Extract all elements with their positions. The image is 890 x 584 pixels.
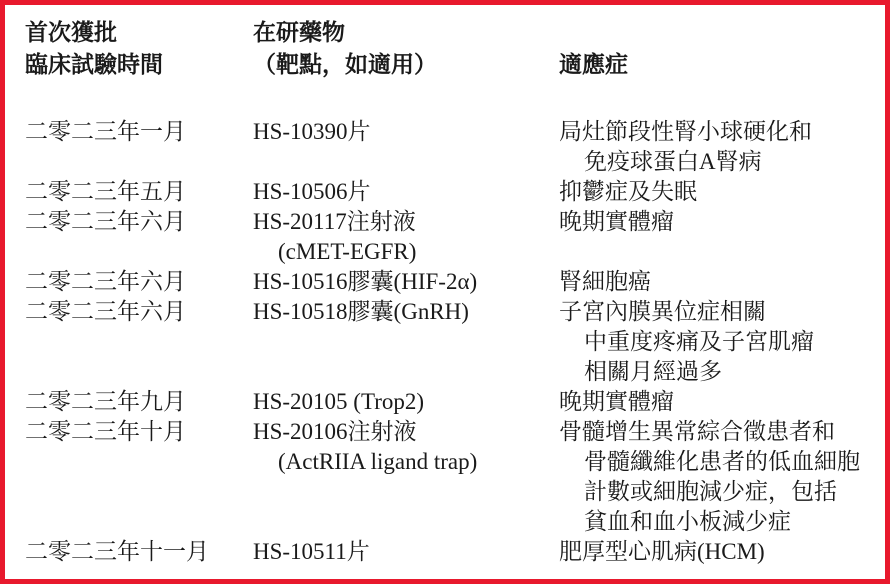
indication-line: 腎細胞癌: [559, 269, 651, 294]
drug-cell: [253, 537, 559, 567]
approval-date: [25, 417, 253, 537]
drug-name: HS-20105 (Trop2): [253, 389, 425, 414]
table-row: [25, 207, 875, 267]
header-col-indication: [559, 16, 875, 80]
approval-date: [25, 207, 253, 267]
indication-line: 相關月經過多: [584, 359, 722, 384]
header-approval-line2: 臨床試驗時間: [25, 51, 163, 77]
approval-date: [25, 117, 253, 177]
drug-name: HS-10506片: [253, 179, 371, 204]
table-header: [25, 16, 875, 80]
indication-line: 肥厚型心肌病(HCM): [559, 539, 765, 564]
indication-cell: [559, 417, 875, 537]
drug-name: HS-20106注射液: [253, 419, 417, 444]
drug-name: HS-10518膠囊(GnRH): [253, 299, 469, 324]
approval-date-text: 二零二三年六月: [25, 269, 186, 294]
table-row: [25, 117, 875, 177]
drug-name: HS-10390片: [253, 119, 371, 144]
indication-line: 局灶節段性腎小球硬化和: [559, 119, 812, 144]
indication-line: 骨髓纖維化患者的低血細胞: [584, 449, 860, 474]
approval-date: [25, 387, 253, 417]
drug-name: HS-20117注射液: [253, 209, 416, 234]
drug-target: (ActRIIA ligand trap): [278, 449, 478, 474]
indication-line: 計數或細胞減少症，包括: [584, 479, 837, 504]
indication-cell: [559, 297, 875, 387]
indication-line: 中重度疼痛及子宮肌瘤: [584, 329, 814, 354]
table-row: [25, 387, 875, 417]
drug-cell: [253, 117, 559, 177]
drug-target: (cMET-EGFR): [278, 239, 417, 264]
header-approval-line1: 首次獲批: [25, 19, 117, 45]
indication-cell: [559, 207, 875, 267]
header-col-approval-date: [25, 16, 253, 80]
indication-cell: [559, 117, 875, 177]
indication-cell: [559, 267, 875, 297]
approval-date: [25, 177, 253, 207]
indication-line: 骨髓增生異常綜合徵患者和: [559, 419, 835, 444]
indication-cell: [559, 177, 875, 207]
drug-cell: [253, 387, 559, 417]
approval-date-text: 二零二三年五月: [25, 179, 186, 204]
drug-cell: [253, 417, 559, 537]
drug-cell: [253, 207, 559, 267]
approval-date-text: 二零二三年一月: [25, 119, 186, 144]
approval-date-text: 二零二三年六月: [25, 209, 186, 234]
drug-cell: [253, 177, 559, 207]
indication-line: 免疫球蛋白A腎病: [584, 149, 762, 174]
approval-date-text: 二零二三年十月: [25, 419, 186, 444]
indication-line: 抑鬱症及失眠: [559, 179, 697, 204]
indication-line: 晚期實體瘤: [559, 389, 674, 414]
drug-name: HS-10511片: [253, 539, 370, 564]
table-row: [25, 297, 875, 387]
table-row: [25, 417, 875, 537]
indication-cell: [559, 537, 875, 567]
indication-line: 晚期實體瘤: [559, 209, 674, 234]
table-row: [25, 537, 875, 567]
approval-date: [25, 537, 253, 567]
approval-date: [25, 297, 253, 387]
table-row: [25, 177, 875, 207]
header-drug-line2: （靶點，如適用）: [253, 51, 437, 77]
header-drug-line1: 在研藥物: [253, 19, 345, 45]
indication-cell: [559, 387, 875, 417]
drug-cell: [253, 267, 559, 297]
approval-date-text: 二零二三年十一月: [25, 539, 209, 564]
drug-cell: [253, 297, 559, 387]
indication-line: 貧血和血小板減少症: [584, 509, 791, 534]
approval-date-text: 二零二三年六月: [25, 299, 186, 324]
drug-name: HS-10516膠囊(HIF-2α): [253, 269, 478, 294]
table-body: [25, 117, 875, 567]
header-indication-label: 適應症: [559, 51, 628, 77]
approval-date: [25, 267, 253, 297]
indication-line: 子宮內膜異位症相關: [559, 299, 766, 324]
table-row: [25, 267, 875, 297]
header-col-drug: [253, 16, 559, 80]
approval-date-text: 二零二三年九月: [25, 389, 186, 414]
